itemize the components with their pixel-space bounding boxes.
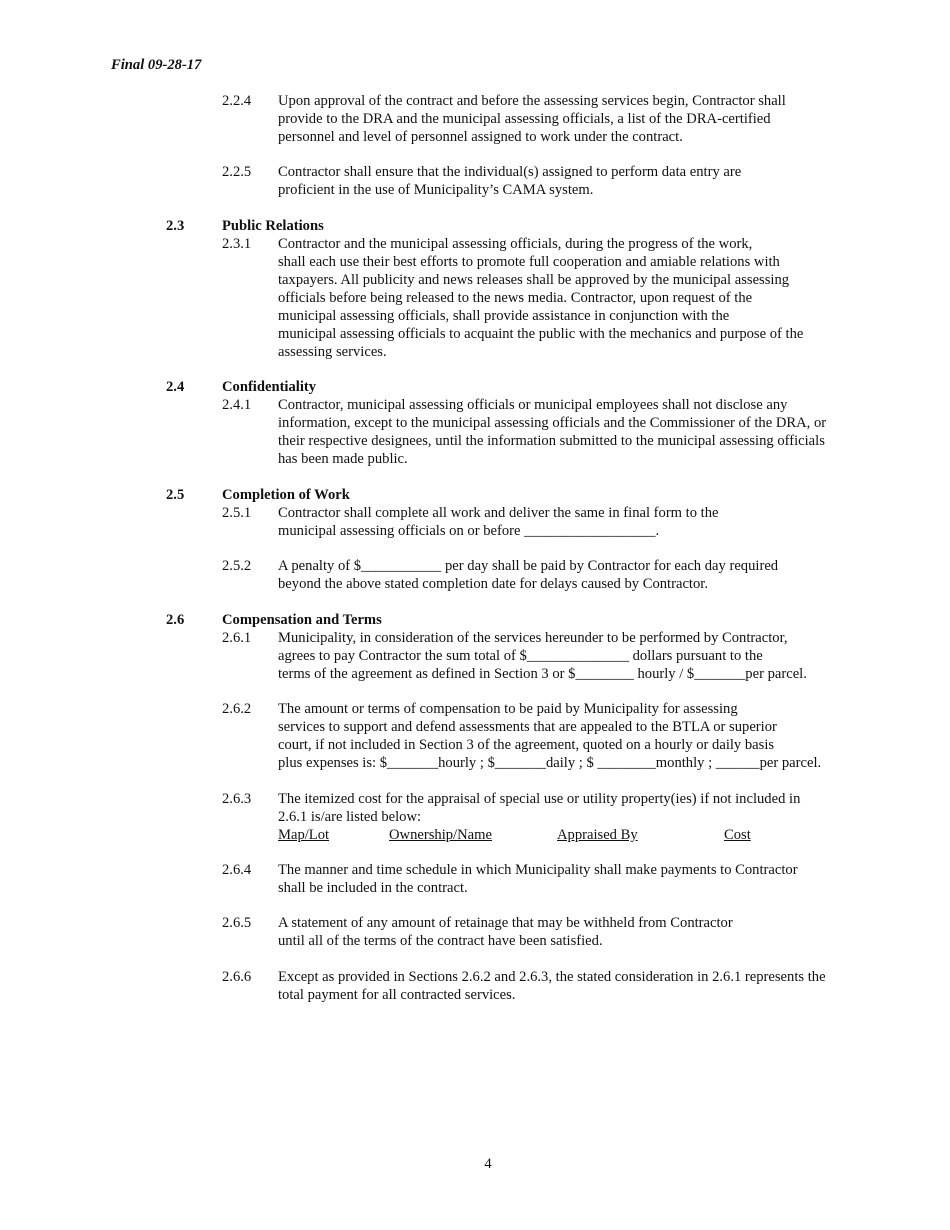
clause-text: [278, 700, 878, 772]
clause-text: [278, 861, 878, 897]
clause-line: taxpayers. All publicity and news releases shall be approved by the municipal assessing: [278, 272, 790, 288]
section-number: 2.5: [166, 487, 185, 503]
clause-text: [278, 163, 878, 199]
clause-line: total payment for all contracted services.: [278, 987, 516, 1003]
clause-line: assessing services.: [278, 344, 387, 360]
clause-number: 2.2.4: [222, 93, 252, 109]
clause-line: Contractor, municipal assessing officials or municipal employees shall not disclose any: [278, 397, 788, 413]
clause-line: shall each use their best efforts to promote full cooperation and amiable relations with: [278, 254, 780, 270]
column-header-appraised-by: Appraised By: [557, 827, 638, 843]
clause-line: services to support and defend assessments that are appealed to the BTLA or superior: [278, 719, 777, 735]
clause-number: 2.5.2: [222, 558, 252, 574]
clause-line: information, except to the municipal assessing officials and the Commissioner of the DRA, or: [278, 415, 827, 431]
clause-text: [278, 629, 878, 683]
clause-line: Contractor shall ensure that the individual(s) assigned to perform data entry are: [278, 164, 742, 180]
clause-line: Contractor shall complete all work and deliver the same in final form to the: [278, 505, 719, 521]
section-number: 2.3: [166, 218, 185, 234]
clause-line: Upon approval of the contract and before the assessing services begin, Contractor shall: [278, 93, 786, 109]
page-number: 4: [484, 1156, 492, 1172]
clause-line: beyond the above stated completion date for delays caused by Contractor.: [278, 576, 708, 592]
clause-line: agrees to pay Contractor the sum total of $______________ dollars pursuant to the: [278, 648, 763, 664]
clause-line: has been made public.: [278, 451, 408, 467]
clause-text: [278, 504, 878, 540]
clause-line: until all of the terms of the contract have been satisfied.: [278, 933, 603, 949]
clause-line: Municipality, in consideration of the services hereunder to be performed by Contractor,: [278, 630, 788, 646]
column-header-cost: Cost: [724, 827, 751, 843]
clause-text: [278, 790, 878, 844]
section-title: Compensation and Terms: [222, 612, 382, 628]
clause-text: [278, 557, 878, 593]
clause-line: municipal assessing officials on or before __________________.: [278, 523, 660, 539]
clause-line: personnel and level of personnel assigned to work under the contract.: [278, 129, 683, 145]
clause-line: municipal assessing officials to acquaint the public with the mechanics and purpose of the: [278, 326, 804, 342]
column-header-map-lot: Map/Lot: [278, 827, 330, 843]
clause-line: shall be included in the contract.: [278, 880, 468, 896]
clause-number: 2.6.2: [222, 701, 252, 717]
clause-line: A penalty of $___________ per day shall be paid by Contractor for each day required: [278, 558, 779, 574]
clause-text: [278, 92, 878, 146]
clause-number: 2.6.6: [222, 969, 252, 985]
clause-number: 2.6.3: [222, 791, 252, 807]
clause-line: Contractor and the municipal assessing officials, during the progress of the work,: [278, 236, 753, 252]
clause-line: The amount or terms of compensation to be paid by Municipality for assessing: [278, 701, 738, 717]
clause-line: officials before being released to the news media. Contractor, upon request of the: [278, 290, 753, 306]
clause-text: [278, 914, 878, 950]
clause-line: proficient in the use of Municipality’s CAMA system.: [278, 182, 594, 198]
clause-text: [278, 235, 878, 361]
section-title: Completion of Work: [222, 487, 350, 503]
clause-line: plus expenses is: $_______hourly ; $_______daily ; $ ________monthly ; ______per parcel.: [278, 755, 822, 771]
clause-line: provide to the DRA and the municipal assessing officials, a list of the DRA-certified: [278, 111, 771, 127]
column-header-ownership-name: Ownership/Name: [389, 827, 492, 843]
clause-number: 2.6.1: [222, 630, 252, 646]
clause-line: municipal assessing officials, shall provide assistance in conjunction with the: [278, 308, 730, 324]
section-number: 2.4: [166, 379, 185, 395]
clause-line: terms of the agreement as defined in Section 3 or $________ hourly / $_______per parcel.: [278, 666, 807, 682]
clause-number: 2.2.5: [222, 164, 252, 180]
itemized-cost-table-header: [278, 826, 878, 844]
clause-line: The itemized cost for the appraisal of special use or utility property(ies) if not included in: [278, 791, 801, 807]
clause-line: The manner and time schedule in which Municipality shall make payments to Contractor: [278, 862, 798, 878]
clause-number: 2.4.1: [222, 397, 252, 413]
section-number: 2.6: [166, 612, 185, 628]
clause-line: 2.6.1 is/are listed below:: [278, 809, 422, 825]
section-title: Confidentiality: [222, 379, 317, 395]
clause-number: 2.5.1: [222, 505, 252, 521]
clause-number: 2.6.4: [222, 862, 252, 878]
clause-text: [278, 396, 878, 468]
clause-line: Except as provided in Sections 2.6.2 and 2.6.3, the stated consideration in 2.6.1 represents the: [278, 969, 826, 985]
clause-number: 2.6.5: [222, 915, 252, 931]
clause-line: their respective designees, until the information submitted to the municipal assessing officials: [278, 433, 825, 449]
clause-text: [278, 968, 878, 1004]
clause-line: court, if not included in Section 3 of the agreement, quoted on a hourly or daily basis: [278, 737, 775, 753]
document-version-header: Final 09-28-17: [111, 57, 202, 73]
clause-line: A statement of any amount of retainage that may be withheld from Contractor: [278, 915, 733, 931]
section-title: Public Relations: [222, 218, 324, 234]
clause-number: 2.3.1: [222, 236, 252, 252]
